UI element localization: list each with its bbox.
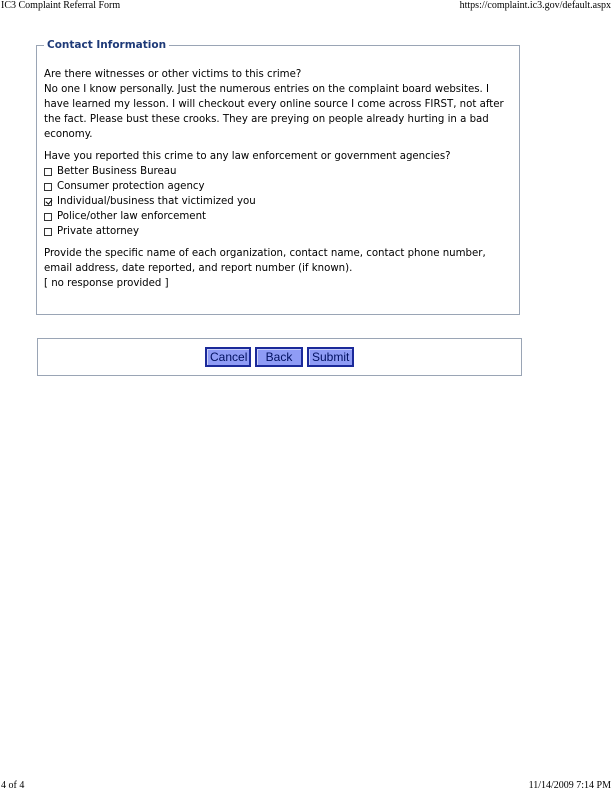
agency-item-individual-business — [44, 194, 519, 209]
agency-label: Individual/business that victimized you — [57, 196, 256, 207]
print-header-title: IC3 Complaint Referral Form — [1, 0, 121, 11]
agency-item-private-attorney — [44, 224, 519, 239]
agency-item-police — [44, 209, 519, 224]
agency-label: Better Business Bureau — [57, 166, 177, 177]
witness-question: Are there witnesses or other victims to this crime? — [44, 69, 302, 80]
back-button[interactable]: Back — [255, 347, 303, 367]
print-footer-datetime: 11/14/2009 7:14 PM — [528, 780, 611, 791]
agency-label: Police/other law enforcement — [57, 211, 207, 222]
form-button-panel — [37, 338, 522, 376]
agency-label: Private attorney — [57, 226, 139, 237]
submit-button[interactable]: Submit — [307, 347, 354, 367]
contact-information-legend: Contact Information — [47, 39, 167, 51]
agency-checkbox-list — [44, 164, 519, 239]
witness-answer: No one I know personally. Just the numerous entries on the complaint board websites. I have learned my lesson. I will checkout every online source I come across FIRST, not after the fact. Please bust these crooks. They are preying on people already hurting in a bad economy. — [44, 84, 504, 140]
checkbox-consumer-protection-agency[interactable] — [44, 183, 52, 191]
agency-label: Consumer protection agency — [57, 181, 205, 192]
print-footer-page: 4 of 4 — [1, 780, 25, 791]
reported-question: Have you reported this crime to any law enforcement or government agencies? — [44, 151, 451, 162]
checkbox-private-attorney[interactable] — [44, 228, 52, 236]
cancel-button[interactable]: Cancel — [205, 347, 251, 367]
checkbox-police-law-enforcement[interactable] — [44, 213, 52, 221]
agency-item-bbb — [44, 164, 519, 179]
details-answer: [ no response provided ] — [44, 278, 169, 289]
checkbox-individual-business[interactable] — [44, 198, 52, 206]
agency-item-consumer-protection — [44, 179, 519, 194]
print-header-url: https://complaint.ic3.gov/default.aspx — [459, 0, 611, 11]
details-question: Provide the specific name of each organization, contact name, contact phone number, email address, date reported, and report number (if known). — [44, 248, 486, 274]
checkbox-better-business-bureau[interactable] — [44, 168, 52, 176]
contact-information-fieldset — [36, 39, 520, 315]
